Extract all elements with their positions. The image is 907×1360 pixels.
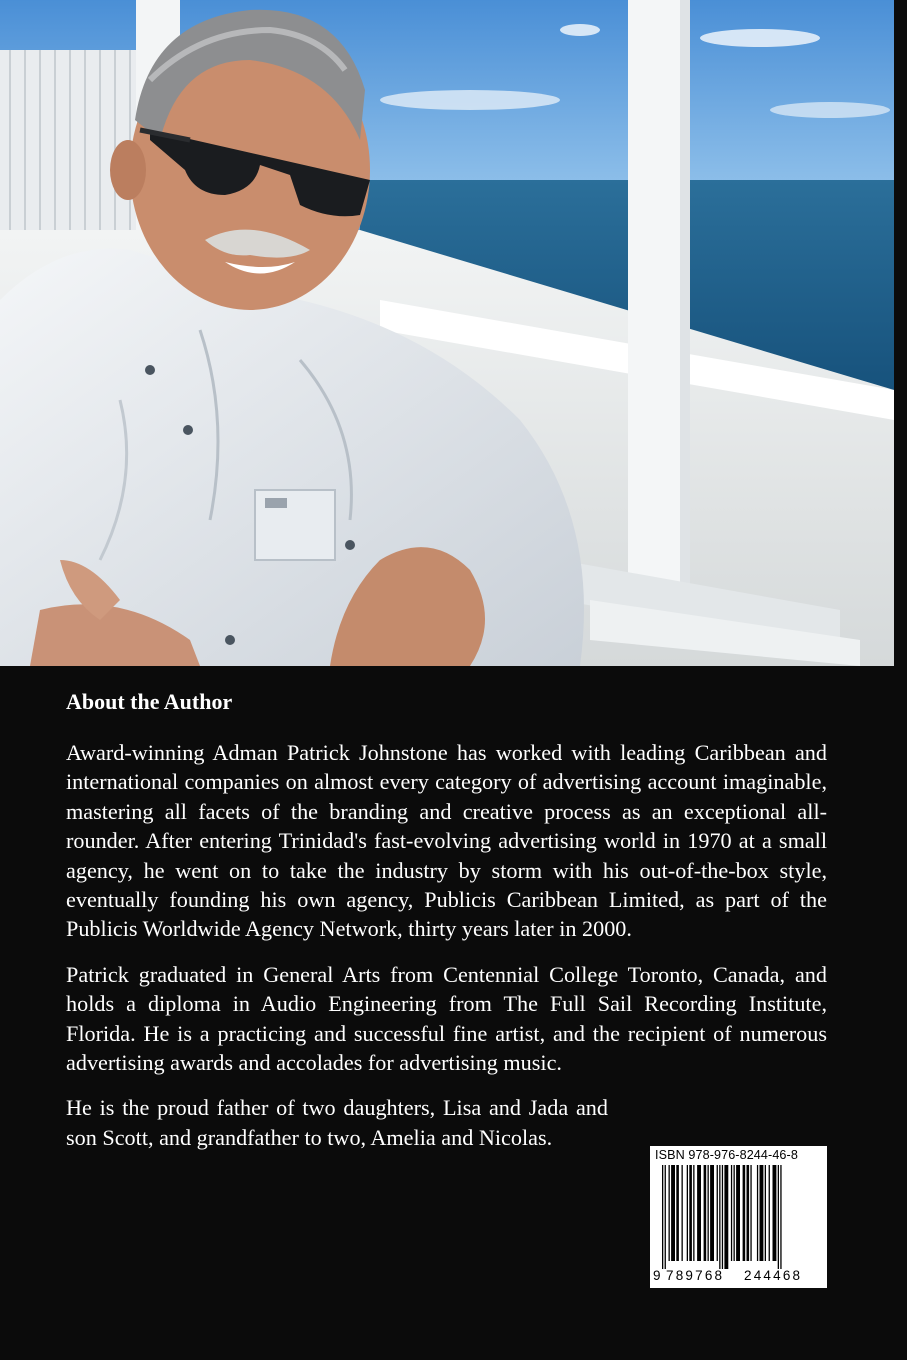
barcode-bar xyxy=(734,1165,735,1261)
barcode-bar xyxy=(704,1165,707,1261)
about-heading: About the Author xyxy=(66,689,233,714)
bio-paragraph-career: Award-winning Adman Patrick Johnstone has worked with leading Caribbean and international companies on almost every category of advertising account imaginable, mastering all facets of the branding and creative process as an exceptional all-rounder. After entering Trinidad's fast-evolving advertising world in 1970 at a small agency, he went on to take the industry by storm with his out-of-the-box style, eventually founding his own agency, Publicis Caribbean Limited, as part of the Publicis Worldwide Agency Network, thirty years later in 2000. xyxy=(66,740,827,942)
isbn-barcode xyxy=(650,1146,827,1288)
barcode-bar xyxy=(708,1165,709,1261)
barcode-bar xyxy=(780,1165,781,1269)
barcode-bar xyxy=(724,1165,728,1269)
barcode-bar xyxy=(682,1165,683,1261)
barcode-bar xyxy=(719,1165,720,1269)
barcode-bar xyxy=(778,1165,779,1269)
barcode-bar xyxy=(665,1165,666,1269)
barcode-bar xyxy=(773,1165,777,1261)
barcode-bar xyxy=(676,1165,679,1261)
barcode-bar xyxy=(722,1165,723,1269)
barcode-bar xyxy=(671,1165,675,1261)
barcode-bar xyxy=(687,1165,688,1261)
barcode-bars xyxy=(656,1165,821,1269)
barcode-bar xyxy=(747,1165,750,1261)
barcode-bar xyxy=(669,1165,670,1261)
barcode-bar xyxy=(757,1165,758,1261)
author-photo-illustration xyxy=(0,0,894,666)
barcode-bar xyxy=(736,1165,740,1261)
spine-edge xyxy=(894,0,907,1360)
barcode-bar xyxy=(710,1165,714,1261)
barcode-digits-left: 789768 xyxy=(666,1268,725,1283)
bio-paragraph-education: Patrick graduated in General Arts from Centennial College Toronto, Canada, and holds a diploma in Audio Engineering from The Full Sail Recording Institute, Florida. He is a practicing and successful fine artist, and the recipient of numerous advertising awards and accolades for advertising music. xyxy=(66,961,827,1076)
isbn-label: ISBN 978-976-8244-46-8 xyxy=(655,1148,798,1162)
barcode-bar xyxy=(769,1165,770,1261)
barcode-bar xyxy=(765,1165,766,1261)
barcode-digits-right: 244468 xyxy=(744,1268,803,1283)
barcode-digits xyxy=(653,1268,825,1286)
barcode-bar xyxy=(743,1165,746,1261)
barcode-bar xyxy=(693,1165,694,1261)
about-section xyxy=(66,688,827,1168)
author-photo xyxy=(0,0,894,666)
barcode-bar xyxy=(731,1165,732,1261)
barcode-bar xyxy=(662,1165,663,1269)
barcode-bar xyxy=(760,1165,764,1261)
barcode-digit-first: 9 xyxy=(653,1268,661,1283)
barcode-bar xyxy=(717,1165,718,1261)
bio-paragraph-family: He is the proud father of two daughters, Lisa and Jada and son Scott, and grandfather to two, Amelia and Nicolas. xyxy=(66,1095,608,1150)
barcode-bar xyxy=(689,1165,692,1261)
barcode-bar xyxy=(697,1165,701,1261)
barcode-bar xyxy=(750,1165,751,1261)
